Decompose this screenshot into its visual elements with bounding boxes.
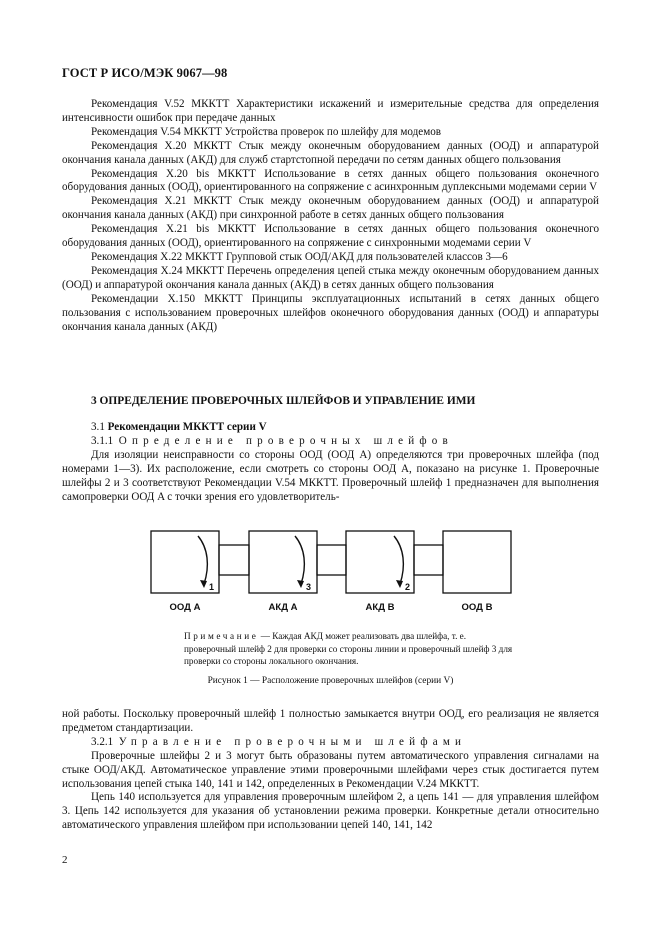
- reference-item: Рекомендация X.21 МККТТ Стык между оконечным оборудованием данных (ООД) и аппаратурой окончания канала данных (АКД) при синхронной работе в сетях данных общего пользования: [62, 195, 599, 222]
- box-label: ООД A: [169, 602, 201, 613]
- arrowhead: [297, 580, 304, 588]
- box-label: АКД B: [365, 602, 395, 613]
- references-list: [62, 98, 599, 334]
- section-3-2: [62, 708, 599, 833]
- figure-note: [184, 630, 514, 668]
- loop-diagram: [150, 530, 512, 622]
- reference-item: Рекомендация X.21 bis МККТТ Использование в сетях данных общего пользования оконечного оборудования данных (ООД), ориентированного на сопряжение с синхронными модемами серии V: [62, 223, 599, 250]
- note-text: — Каждая АКД может реализовать два шлейфа, т. е. проверочный шлейф 2 для проверки со стороны линии и проверочный шлейф 3 для проверки со стороны локального окончания.: [184, 631, 513, 667]
- paragraph-continuation: ной работы. Поскольку проверочный шлейф 1 полностью замыкается внутри ООД, его реализация не является предметом стандартизации.: [62, 708, 599, 734]
- subsection-number: 3.1: [91, 421, 105, 433]
- loop-arrow-3: [295, 536, 304, 584]
- reference-item: Рекомендация V.54 МККТТ Устройства проверок по шлейфу для модемов: [91, 125, 442, 138]
- subsection-title: Определение проверочных шлейфов: [118, 434, 453, 447]
- document-header: ГОСТ Р ИСО/МЭК 9067—98: [62, 66, 228, 80]
- arrowhead: [200, 580, 207, 588]
- reference-item: Рекомендации X.150 МККТТ Принципы эксплуатационных испытаний в сетях данных общего пользования с использованием проверочных шлейфов оконечного оборудования данных (ООД) и аппаратуры окончания канала данных (АКД): [62, 292, 599, 333]
- box-ood-b: [443, 531, 511, 593]
- loop-arrow-1: [198, 536, 207, 584]
- subsection-number: 3.2.1: [91, 735, 114, 748]
- note-label: Примечание: [184, 631, 259, 641]
- box-label: ООД B: [461, 602, 493, 613]
- subsection-3-1-1-title: [62, 435, 599, 449]
- arrowhead: [396, 580, 403, 588]
- reference-item: Рекомендация V.52 МККТТ Характеристики искажений и измерительные средства для определения интенсивности ошибок при передаче данных: [62, 98, 599, 124]
- subsection-title: Рекомендации МККТТ серии V: [107, 421, 267, 433]
- loop-number: 2: [405, 582, 411, 592]
- subsection-number: 3.1.1: [91, 434, 114, 447]
- loop-number: 1: [209, 582, 215, 592]
- reference-item: Рекомендация X.24 МККТТ Перечень определения цепей стыка между оконечным оборудованием данных (ООД) и аппаратурой окончания канала данных (АКД) в сетях данных общего пользования: [62, 264, 599, 291]
- connector: [414, 545, 443, 575]
- loop-number: 3: [306, 582, 312, 592]
- subsection-3-1-title: [62, 421, 599, 435]
- box-label: АКД A: [268, 602, 298, 613]
- page-number: 2: [62, 854, 68, 866]
- connector: [219, 545, 249, 575]
- subsection-title: Управление проверочными шлейфами: [118, 735, 467, 748]
- paragraph: Проверочные шлейфы 2 и 3 могут быть образованы путем автоматического управления сигналами на стыке ООД/АКД. Автоматическое управление этими проверочными шлейфами через стык достигается путем использования цепей стыка 140, 141 и 142, определенных в Рекомендации V.24 МККТТ.: [62, 749, 599, 790]
- paragraph: Для изоляции неисправности со стороны ООД (ООД A) определяются три проверочных шлейфа (под номерами 1—3). Их расположение, если смотреть со стороны ООД A, показано на рисунке 1. Проверочные шлейфы 2 и 3 соответствуют Рекомендации V.54 МККТТ. Проверочный шлейф 1 предназначен для выполнения самопроверки ООД A с точки зрения его удовлетворитель-: [62, 448, 599, 503]
- figure-caption: Рисунок 1 — Расположение проверочных шлейфов (серии V): [207, 676, 454, 686]
- loop-arrow-2: [394, 536, 403, 584]
- paragraph: Цепь 140 используется для управления проверочным шлейфом 2, а цепь 141 — для управления шлейфом 3. Цепь 142 используется для указания об установлении режима проверки. Конкретные детали относительно автоматического управления шлейфом при использовании цепей 140, 141, 142: [62, 791, 599, 832]
- subsection-3-2-1-title: [62, 736, 599, 750]
- connector: [317, 545, 346, 575]
- section-heading: 3 ОПРЕДЕЛЕНИЕ ПРОВЕРОЧНЫХ ШЛЕЙФОВ И УПРАВЛЕНИЕ ИМИ: [91, 395, 476, 407]
- reference-item: Рекомендация X.20 bis МККТТ Использование в сетях данных общего пользования оконечного оборудования данных (ООД), ориентированного на сопряжение с асинхронным дуплексными модемами серии V: [62, 167, 599, 194]
- reference-item: Рекомендация X.20 МККТТ Стык между оконечным оборудованием данных (ООД) и аппаратурой окончания канала данных (АКД) для служб стартстопной передачи по сетям данных общего пользования: [62, 139, 599, 166]
- section-3-1: [62, 421, 599, 504]
- reference-item: Рекомендация X.22 МККТТ Групповой стык ООД/АКД для пользователей классов 3—6: [91, 250, 508, 263]
